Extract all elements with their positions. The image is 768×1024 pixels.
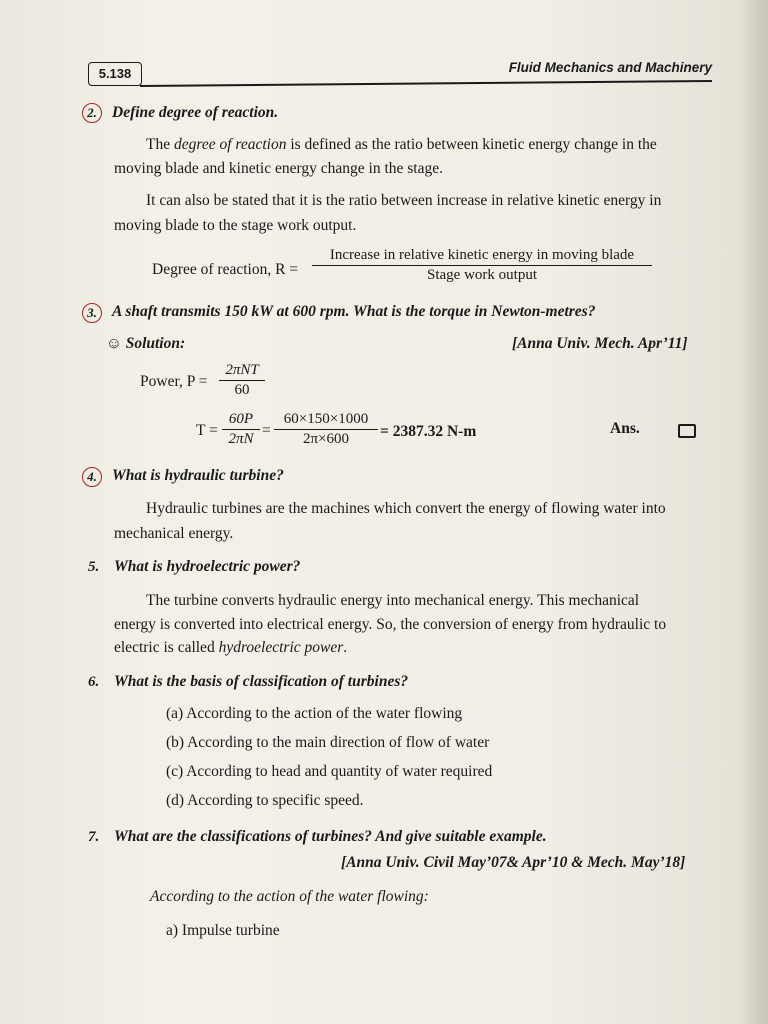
reference-q7: [Anna Univ. Civil May’07& Apr’10 & Mech. May’18] <box>341 854 686 871</box>
question-7: What are the classifications of turbines? And give suitable example. <box>114 828 547 845</box>
end-of-answer-icon <box>678 424 696 438</box>
q4-answer-line-1: Hydraulic turbines are the machines which convert the energy of flowing water into <box>146 500 666 517</box>
fraction-denominator: Stage work output <box>427 267 537 283</box>
q2-paragraph-1-line-1: The degree of reaction is defined as the ratio between kinetic energy change in the <box>146 136 657 153</box>
q2-paragraph-2-line-1: It can also be stated that it is the ratio between increase in relative kinetic energy in <box>146 192 662 209</box>
torque-result: = 2387.32 N-m <box>380 423 477 440</box>
fraction-numerator: Increase in relative kinetic energy in moving blade <box>312 246 652 266</box>
torque-fraction-1-denominator: 2πN <box>228 431 254 447</box>
question-number-2: 2. <box>82 103 102 123</box>
page-number: 5.138 <box>88 62 142 86</box>
power-numerator: 2πNT <box>219 361 265 381</box>
impulse-turbine-item: a) Impulse turbine <box>166 922 280 939</box>
q5-answer-line-1: The turbine converts hydraulic energy into mechanical energy. This mechanical <box>146 592 640 609</box>
question-6: What is the basis of classification of turbines? <box>114 673 409 690</box>
equals-sign: = <box>262 422 271 439</box>
q7-subheading: According to the action of the water flowing: <box>150 888 429 905</box>
book-title: Fluid Mechanics and Machinery <box>508 60 712 75</box>
torque-fraction-2 <box>274 410 378 449</box>
solution-label: ☺ Solution: <box>106 335 186 352</box>
q5-answer-line-2: energy is converted into electrical energy. So, the conversion of energy from hydraulic to <box>114 616 667 633</box>
question-number-7: 7. <box>88 829 100 845</box>
header-rule <box>140 80 712 87</box>
classification-basis-item: (d) According to specific speed. <box>166 792 364 809</box>
question-number-5: 5. <box>88 559 100 575</box>
question-number-4: 4. <box>82 467 102 487</box>
q2-paragraph-2-line-2: moving blade to the stage work output. <box>114 217 357 234</box>
degree-of-reaction-label: Degree of reaction, R = <box>152 261 299 278</box>
question-number-6: 6. <box>88 674 100 690</box>
torque-fraction-2-denominator: 2π×600 <box>302 431 350 447</box>
q4-answer-line-2: mechanical energy. <box>114 525 234 542</box>
torque-label: T = <box>196 422 218 439</box>
question-3: A shaft transmits 150 kW at 600 rpm. What is the torque in Newton-metres? <box>112 303 596 320</box>
reference-q3: [Anna Univ. Mech. Apr’11] <box>512 335 688 352</box>
question-number-3: 3. <box>82 303 102 323</box>
torque-fraction-2-numerator: 60×150×1000 <box>274 410 378 430</box>
torque-fraction-1-numerator: 60P <box>222 410 260 430</box>
classification-basis-item: (a) According to the action of the water flowing <box>166 705 463 722</box>
classification-basis-item: (c) According to head and quantity of water required <box>166 763 493 780</box>
q2-paragraph-1-line-2: moving blade and kinetic energy change in the stage. <box>114 160 443 177</box>
power-label: Power, P = <box>140 373 208 390</box>
question-4: What is hydraulic turbine? <box>112 467 284 484</box>
question-2: Define degree of reaction. <box>112 104 279 121</box>
power-denominator: 60 <box>234 382 250 398</box>
power-fraction <box>219 361 265 400</box>
question-5: What is hydroelectric power? <box>114 558 301 575</box>
classification-basis-item: (b) According to the main direction of flow of water <box>166 734 490 751</box>
q5-answer-line-3: electric is called hydroelectric power. <box>114 639 348 656</box>
answer-label: Ans. <box>610 420 640 437</box>
degree-of-reaction-fraction <box>312 246 652 285</box>
torque-fraction-1 <box>222 410 260 449</box>
